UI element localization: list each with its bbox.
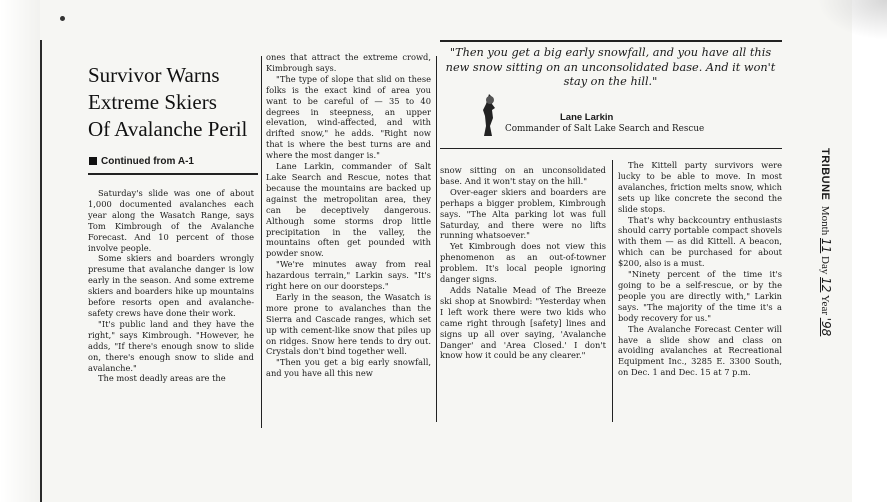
headline-rule: [88, 173, 258, 175]
paragraph: "Then you get a big early snowfall, and you have all this new: [266, 357, 431, 379]
headline: [88, 62, 258, 143]
pull-quote: "Then you get a big early snowfall, and you have all this new snow sitting on an unconsolidated base. And it won't stay on the hill.": [445, 46, 776, 88]
month-value: 11: [819, 237, 833, 254]
clipping-date-label: [813, 148, 833, 337]
paragraph: ones that attract the extreme crowd, Kimbrough says.: [266, 52, 431, 73]
article-column-1: [88, 188, 254, 384]
headline-line-1: Survivor Warns: [88, 63, 220, 87]
paragraph: snow sitting on an unconsolidated base. And it won't stay on the hill.": [440, 165, 606, 186]
continued-label: [89, 156, 259, 167]
paragraph: The Kittell party survivors were lucky to be able to move. In most avalanches, friction melts snow, which sets up like concrete the second the slide stops.: [618, 160, 782, 214]
scan-corner-shadow: [817, 0, 887, 40]
scan-edge-line: [40, 40, 42, 502]
article-column-3: [440, 165, 606, 361]
quote-bottom-rule: [440, 148, 782, 149]
column-divider: [261, 56, 262, 428]
column-divider: [436, 56, 437, 422]
headline-line-3: Of Avalanche Peril: [88, 117, 248, 141]
paragraph: Over-eager skiers and boarders are perhaps a bigger problem, Kimbrough says. "The Alta parking lot was full Saturday, and there were no lifts running whatsoever.": [440, 186, 606, 241]
portrait-icon: [480, 92, 504, 136]
paragraph: Some skiers and boarders wrongly presume that avalanche danger is low early in the season. And some extreme skiers and boarders hike up mountains before resorts open and avalanche-safety crews have done their work.: [88, 253, 254, 318]
paragraph: "We're minutes away from real hazardous terrain," Larkin says. "It's right here on our doorsteps.": [266, 259, 431, 292]
paragraph: The Avalanche Forecast Center will have a slide show and class on avoiding avalanches at Recreational Equipment Inc., 3285 E. 3300 South, on Dec. 1 and Dec. 15 at 7 p.m.: [618, 323, 782, 378]
publication-name: TRIBUNE: [819, 148, 831, 201]
continued-text: Continued from A-1: [101, 156, 194, 167]
quote-top-rule: [440, 40, 782, 42]
day-value: 12: [819, 277, 833, 293]
paragraph: Saturday's slide was one of about 1,000 documented avalanches each year along the Wasatch Range, says Tom Kimbrough of the Avalanche Forecast. And 10 percent of those involve people.: [88, 188, 254, 253]
paragraph: "It's public land and they have the right," says Kimbrough. "However, he adds, "If there's enough snow to slide on, there's enough snow to slide and avalanche.": [88, 318, 254, 373]
quote-attribution-name: Lane Larkin: [560, 112, 614, 123]
year-label: Year: [819, 294, 831, 315]
article-column-4: [618, 160, 782, 378]
paragraph: The most deadly areas are the: [98, 373, 226, 384]
year-value: '98: [819, 317, 833, 337]
paragraph: Lane Larkin, commander of Salt Lake Search and Rescue, notes that because the mountains are backed up against the metropolitan area, they can be deceptively dangerous. Although some storms drop little precipitation in the valley, the mountains often get pounded with powder snow.: [266, 161, 431, 259]
month-label: Month: [819, 205, 831, 236]
day-label: Day: [819, 256, 831, 275]
article-column-2: [266, 52, 431, 379]
paragraph: Yet Kimbrough does not view this phenomenon as an out-of-towner problem. It's local people ignoring danger signs.: [440, 241, 606, 285]
paragraph: "The type of slope that slid on these folks is the exact kind of area you want to be careful of — 35 to 40 degrees in steepness, an upper elevation, wind-affected, and with drifted snow," he adds. "Right now that is where the best turns are and where the most danger is.": [266, 73, 431, 161]
paragraph: Early in the season, the Wasatch is more prone to avalanches than the Sierra and Cascade ranges, which set up with cement-like snow that piles up on ridges. Snow here tends to dry out. Crystals don't bind together well.: [266, 291, 431, 357]
paragraph: That's why backcountry enthusiasts should carry portable compact shovels with them — as did Kittell. A beacon, which can be purchased for about $200, also is a must.: [618, 214, 782, 269]
paragraph: "Ninety percent of the time it's going to be a self-rescue, or by the people you are directly with," Larkin says. "The majority of the time it's a body recovery for us.": [618, 269, 782, 323]
column-divider: [612, 160, 613, 422]
punch-hole-mark: [60, 16, 65, 21]
quote-attribution-role: Commander of Salt Lake Search and Rescue: [505, 124, 705, 134]
paragraph: Adds Natalie Mead of The Breeze ski shop at Snowbird: "Yesterday when I left work there were two kids who came right through [safety] lines and signs up all over saying, 'Avalanche Danger' and 'Area Closed.' I don't know how it could be any clearer.": [440, 284, 606, 361]
headline-line-2: Extreme Skiers: [88, 90, 217, 114]
square-bullet-icon: [89, 157, 97, 165]
page-edge-shadow: [0, 0, 42, 502]
